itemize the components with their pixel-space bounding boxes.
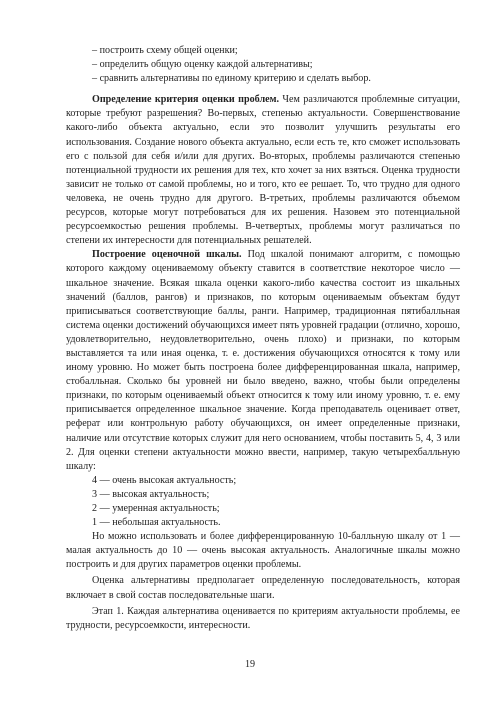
scale-item: 1 — небольшая актуальность.: [92, 517, 221, 529]
paragraph-text: Чем различаются проблемные ситуации, которые требуют разрешения? Во-первых, степенью актуальности. Совершенствование какого-либо объекта актуально, если это позволит улучшить результаты его использования. Создание нового объекта актуально, если есть те, кто сможет использовать его с пользой для себя и/или для других. Во-вторых, проблемы различаются степенью потенциальной трудности их решения для тех, кто хочет за них взяться. Оценка трудности зависит не только от самой проблемы, но и того, кто ее решает. То, что трудно для одного человека, не очень трудно для другого. В-третьих, проблемы различаются объемом ресурсов, которые могут потребоваться для их решения. Назовем это потенциальной ресурсоемкостью решения проблемы. В-четвертых, проблемы могут различаться по степени их интересности для потенциальных решателей.: [66, 94, 460, 247]
paragraph-text: Под шкалой понимают алгоритм, с помощью которого каждому оцениваемому объекту ставится в соответствие некоторое число — шкальное значение. Всякая шкала оценки какого-либо качества состоит из шкальных значений (баллов, рангов) и признаков, по которым оцениваемым объектам будут приписываться соответствующие баллы, ранги. Например, традиционная пятибалльная система оценки достижений обучающихся имеет пять уровней градации (отлично, хорошо, удовлетворительно, неудовлетворительно, очень плохо) и признаки, по которым выставляется та или иная оценка, т. е. достижения обучающихся относятся к тому или иному уровню. Но может быть построена более дифференцированная шкала, например, стобалльная. Сколько бы уровней ни было введено, важно, чтобы были определены признаки, по которым оцениваемый объект относится к тому или иному уровню, т. е. ему приписывается определенное шкальное значение. Когда преподаватель оценивает ответ, реферат или контрольную работу обучающихся, он имеет определенные признаки, наличие или отсутствие которых служит для него основанием, чтобы поставить 5, 4, 3 или 2. Для оценки степени актуальности можно ввести, например, такую четырехбалльную шкалу:: [66, 249, 460, 472]
scale-item: 3 — высокая актуальность;: [92, 488, 210, 500]
paragraph-stage-1: Этап 1. Каждая альтернатива оценивается по критериям актуальности проблемы, ее трудности, ресурсоемкости, интересности.: [66, 605, 460, 631]
paragraph-alternatives: Оценка альтернативы предполагает определенную последовательность, которая включает в свой состав последовательные шаги.: [66, 575, 460, 601]
scale-item: 2 — умеренная актуальность;: [92, 503, 220, 514]
list-item: – определить общую оценку каждой альтернативы;: [92, 59, 313, 71]
paragraph-criterion: [66, 93, 460, 248]
list-item: – построить схему общей оценки;: [92, 45, 238, 56]
page-number: 19: [244, 659, 256, 670]
paragraph-scale: [66, 248, 460, 474]
section-heading-criterion: Определение критерия оценки проблем.: [92, 94, 279, 106]
list-item: – сравнить альтернативы по единому критерию и сделать выбор.: [92, 73, 371, 85]
section-heading-scale: Построение оценочной шкалы.: [92, 249, 242, 261]
scale-item: 4 — очень высокая актуальность;: [92, 474, 237, 486]
paragraph-ten-point-scale: Но можно использовать и более дифференцированную 10-балльную шкалу от 1 — малая актуальность до 10 — очень высокая актуальность. Аналогичные шкалы можно построить и для других параметров оценки проблемы.: [66, 531, 460, 571]
